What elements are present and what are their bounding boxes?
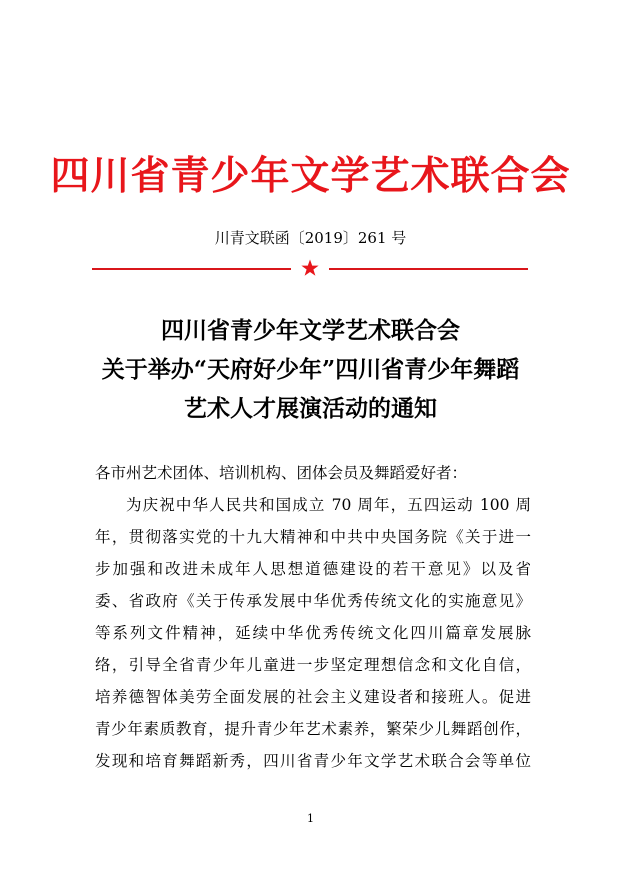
notice-title	[0, 311, 621, 428]
paragraph-line: 青少年素质教育，提升青少年艺术素养，繁荣少儿舞蹈创作，	[95, 720, 531, 738]
notice-body	[95, 457, 531, 777]
paragraph-line: 络，引导全省青少年儿童进一步坚定理想信念和文化自信，	[95, 656, 531, 674]
paragraph-line: 为庆祝中华人民共和国成立 70 周年，五四运动 100 周	[126, 496, 531, 514]
title-line: 四川省青少年文学艺术联合会	[161, 317, 460, 344]
organization-header: 四川省青少年文学艺术联合会	[50, 153, 571, 199]
separator-line-left	[92, 268, 291, 270]
paragraph-line: 委、省政府《关于传承发展中华优秀传统文化的实施意见》	[95, 592, 531, 610]
page-number: 1	[307, 812, 314, 825]
paragraph-line: 等系列文件精神，延续中华优秀传统文化四川篇章发展脉	[95, 624, 531, 642]
separator-line-right	[329, 268, 528, 270]
paragraph-line: 发现和培育舞蹈新秀，四川省青少年文学艺术联合会等单位	[95, 752, 531, 770]
paragraph-line: 培养德智体美劳全面发展的社会主义建设者和接班人。促进	[95, 688, 531, 706]
salutation: 各市州艺术团体、培训机构、团体会员及舞蹈爱好者：	[95, 464, 468, 482]
document-number: 川青文联函〔2019〕261 号	[214, 229, 407, 247]
title-line: 艺术人才展演活动的通知	[184, 395, 437, 422]
title-line: 关于举办“天府好少年”四川省青少年舞蹈	[101, 356, 520, 383]
star-icon	[300, 258, 320, 278]
paragraph-line: 年，贯彻落实党的十九大精神和中共中央国务院《关于进一	[95, 528, 531, 546]
paragraph-line: 步加强和改进未成年人思想道德建设的若干意见》以及省	[95, 560, 531, 578]
